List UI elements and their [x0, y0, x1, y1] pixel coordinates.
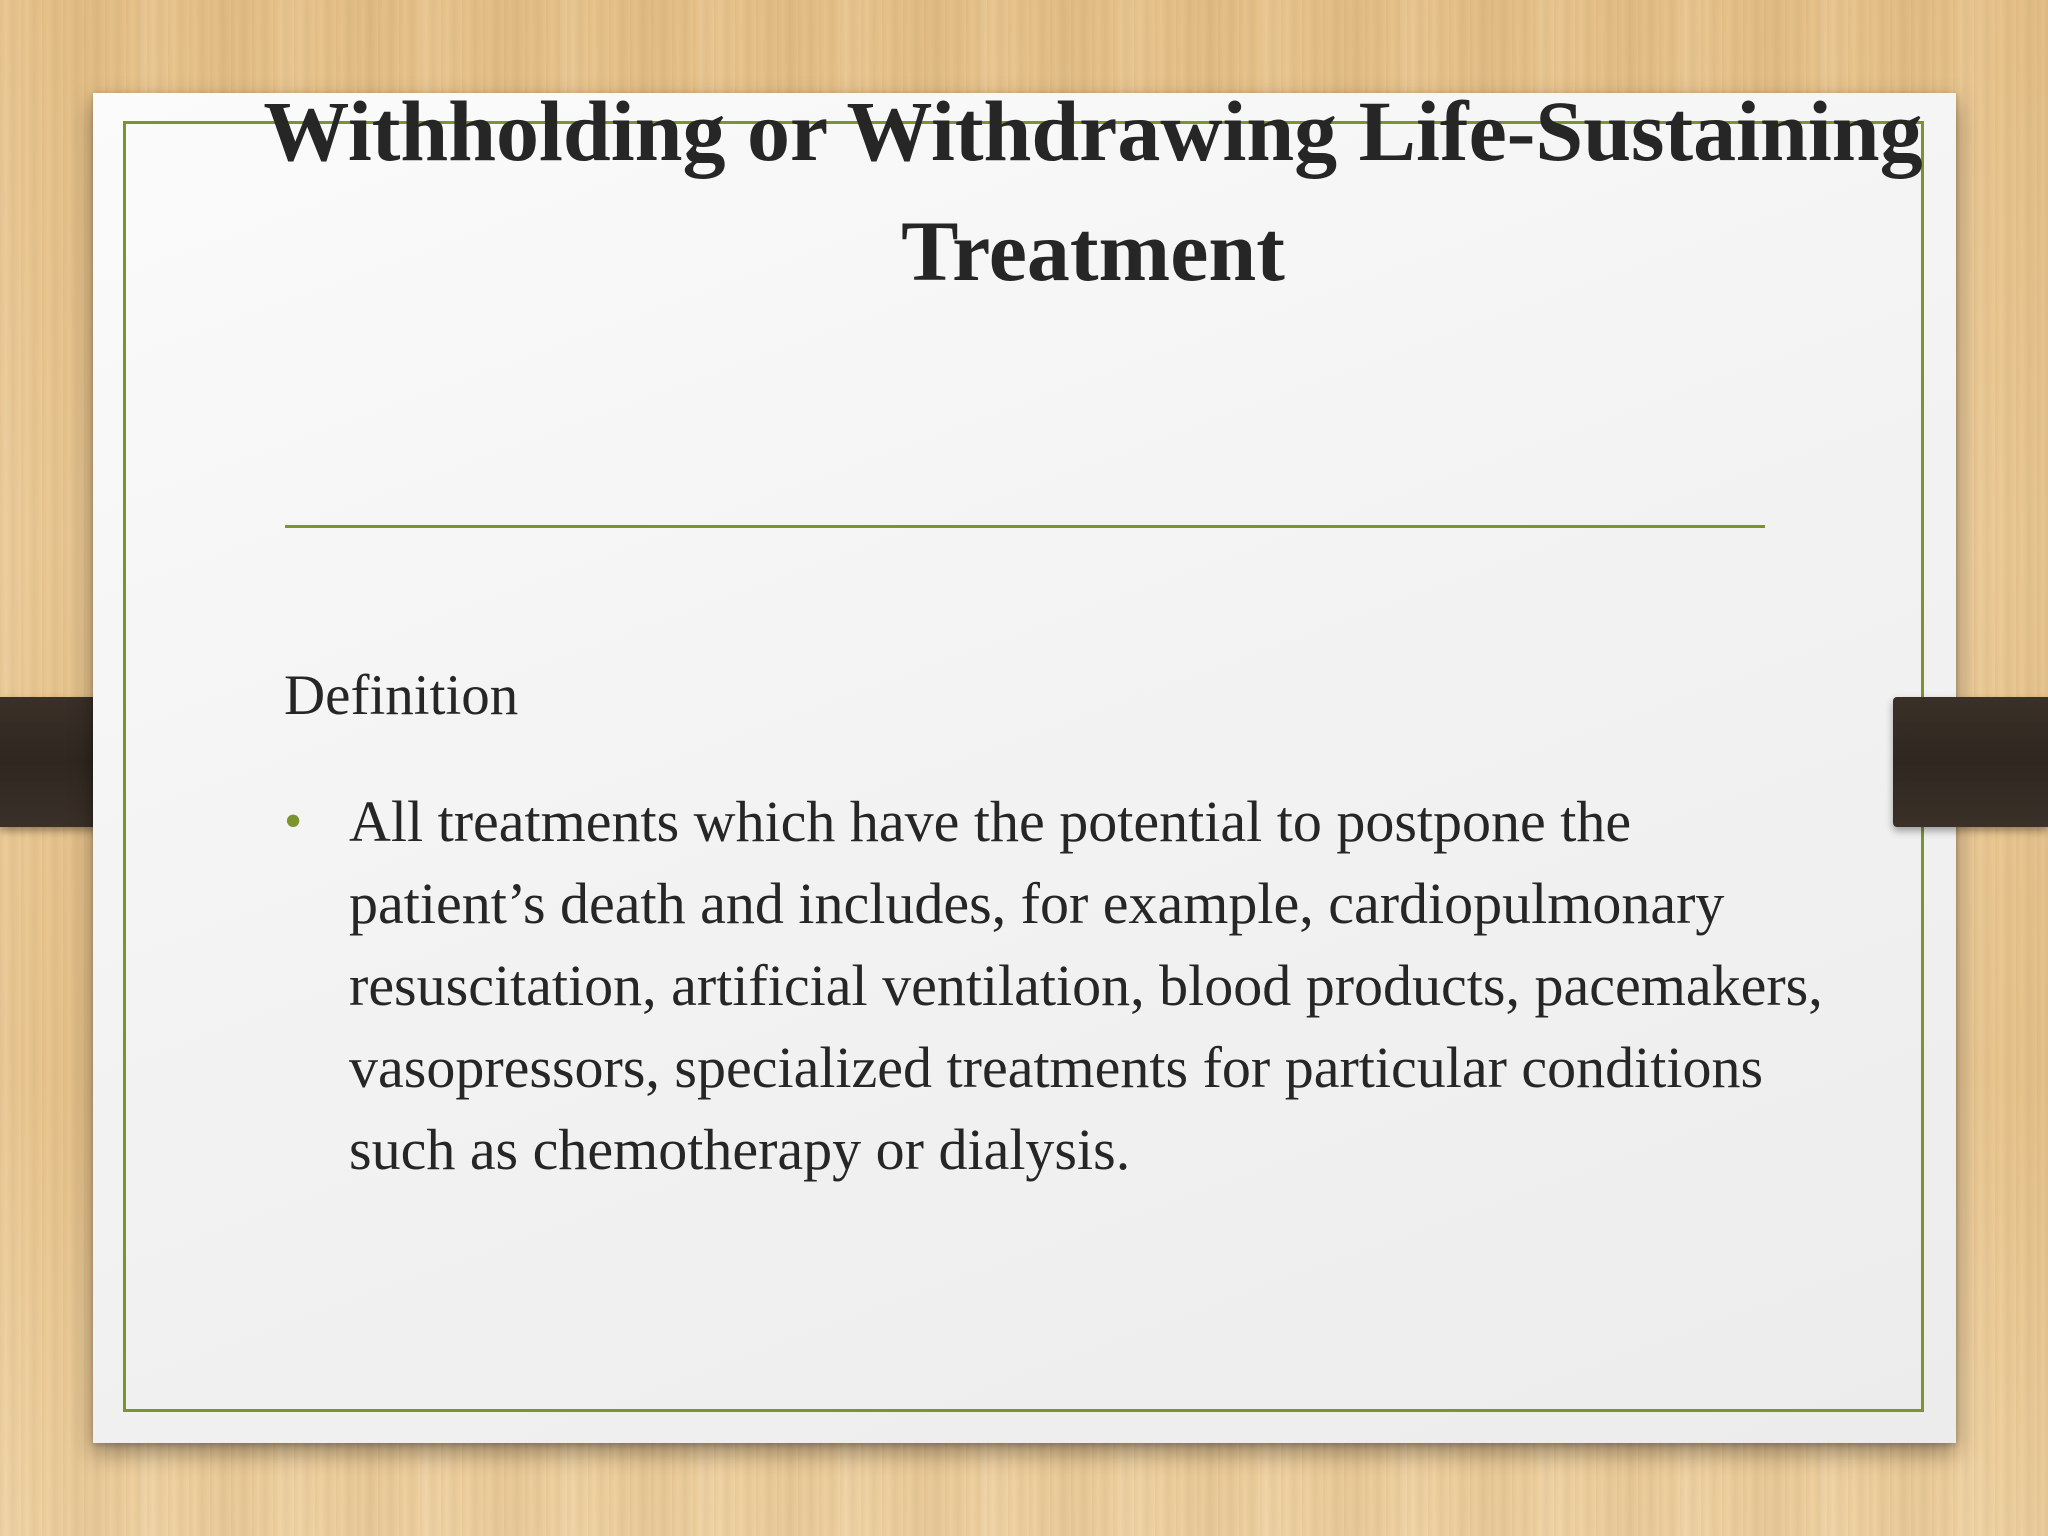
bullet-text: All treatments which have the potential to postpone the patient’s death and includes, for example, cardiopulmonary resuscitation, artificial ventilation, blood products, pacemakers, vasopressors, specialized treatments for particular conditions such as chemotherapy or dialysis. [349, 789, 1823, 1182]
bullet-list [284, 781, 1824, 1191]
binder-clip-right [1893, 697, 2048, 827]
slide-title: Withholding or Withdrawing Life-Sustaining Treatment [263, 83, 1923, 299]
title-divider [285, 525, 1765, 528]
slide-card [93, 83, 1956, 1443]
bullet-dot-icon: • [284, 793, 303, 850]
slide-frame-border [123, 121, 1924, 1412]
slide-subheading: Definition [284, 664, 519, 727]
bullet-item [284, 781, 1824, 1191]
